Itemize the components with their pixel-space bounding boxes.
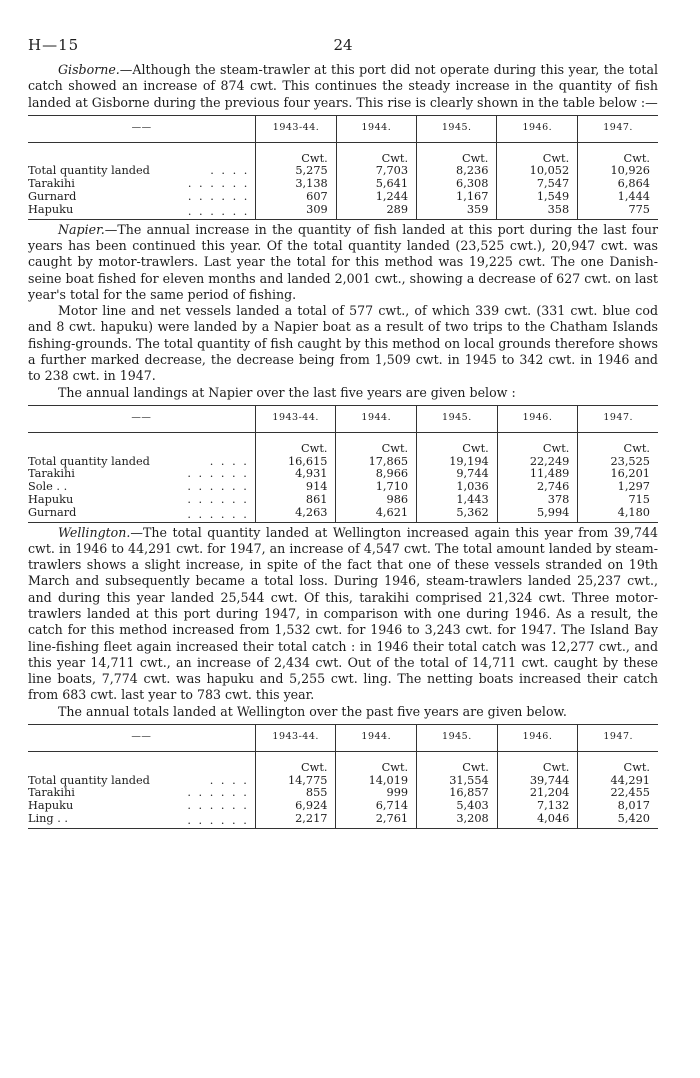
value-cell: 7,547	[497, 178, 578, 191]
row-leader-dots: . . . . . .	[187, 814, 249, 828]
year-header: 1943-44.	[256, 115, 336, 142]
table-row	[28, 481, 658, 494]
napier-heading: Napier.	[58, 221, 105, 237]
row-label: Total quantity landed	[28, 773, 150, 787]
wellington-table	[28, 724, 658, 829]
value-cell: 1,710	[336, 481, 417, 494]
value-cell: 4,263	[255, 507, 336, 522]
wellington-heading: Wellington.	[58, 524, 131, 540]
unit-cell: Cwt.	[256, 142, 336, 165]
wellington-paragraph-2: The annual totals landed at Wellington over the past five years are given below.	[58, 703, 567, 719]
row-leader-dots: . . . .	[209, 454, 249, 468]
unit-row-label	[28, 751, 255, 774]
unit-row	[28, 142, 658, 165]
value-cell: 19,194	[417, 456, 498, 469]
unit-cell: Cwt.	[336, 432, 417, 455]
unit-row-label	[28, 432, 255, 455]
value-cell: 21,204	[497, 787, 578, 800]
unit-cell: Cwt.	[578, 432, 658, 455]
year-header: 1945.	[417, 405, 498, 432]
value-cell: 5,420	[578, 813, 658, 828]
value-cell: 309	[256, 204, 336, 219]
row-label: Total quantity landed	[28, 164, 150, 178]
unit-row	[28, 432, 658, 455]
row-leader-dots: . . . .	[210, 164, 250, 178]
year-header: 1946.	[497, 405, 578, 432]
row-label: Gurnard	[28, 190, 77, 204]
value-cell: 5,362	[417, 507, 498, 522]
year-header: 1944.	[336, 725, 417, 752]
value-cell: 5,275	[256, 165, 336, 178]
value-cell: 14,775	[255, 775, 336, 788]
value-cell: 14,019	[336, 775, 417, 788]
value-cell: 3,138	[256, 178, 336, 191]
row-label: Hapuku	[28, 202, 74, 216]
row-leader-dots: . . . . . .	[187, 177, 250, 191]
value-cell: 4,180	[578, 507, 658, 522]
year-header: 1945.	[417, 725, 498, 752]
page-header	[28, 36, 658, 62]
year-header: 1947.	[578, 405, 658, 432]
value-cell: 607	[256, 191, 336, 204]
row-leader-dots: . . . . . .	[187, 786, 249, 800]
napier-paragraph-2: Motor line and net vessels landed a total of 577 cwt., of which 339 cwt. (331 cwt. blue cod and 8 cwt. hapuku) were landed by a Napier boat as a result of two trips to the Chatham Islands fishing-grounds. The total quantity of fish caught by this method on local grounds therefore shows a further marked decrease, the decrease being from 1,509 cwt. in 1945 to 342 cwt. in 1946 and to 238 cwt. in 1947.	[28, 303, 658, 384]
value-cell: 5,641	[336, 178, 416, 191]
unit-cell: Cwt.	[255, 432, 336, 455]
value-cell: 17,865	[336, 456, 417, 469]
napier-table	[28, 405, 658, 523]
row-leader-dots: . . . . . .	[187, 799, 249, 813]
value-cell: 23,525	[578, 456, 658, 469]
row-leader-dots: . . . . . .	[187, 492, 249, 506]
unit-cell: Cwt.	[336, 142, 416, 165]
value-cell: 6,308	[417, 178, 497, 191]
row-label-cell	[28, 507, 255, 522]
table-row	[28, 494, 658, 507]
year-header: 1945.	[417, 115, 497, 142]
value-cell: 986	[336, 494, 417, 507]
value-cell: 6,924	[255, 800, 336, 813]
unit-cell: Cwt.	[417, 142, 497, 165]
wellington-paragraph-1	[28, 525, 658, 704]
value-cell: 358	[497, 204, 578, 219]
table-row	[28, 507, 658, 522]
unit-cell: Cwt.	[336, 751, 417, 774]
value-cell: 4,046	[497, 813, 578, 828]
unit-cell: Cwt.	[497, 432, 578, 455]
table-row	[28, 191, 658, 204]
year-header: 1946.	[497, 725, 578, 752]
unit-cell: Cwt.	[255, 751, 336, 774]
table-header-blank: ——	[28, 405, 255, 432]
value-cell: 4,931	[255, 468, 336, 481]
value-cell: 9,744	[417, 468, 498, 481]
value-cell: 2,761	[336, 813, 417, 828]
value-cell: 289	[336, 204, 416, 219]
value-cell: 39,744	[497, 775, 578, 788]
value-cell: 1,167	[417, 191, 497, 204]
year-header: 1946.	[497, 115, 578, 142]
unit-cell: Cwt.	[578, 751, 658, 774]
value-cell: 6,714	[336, 800, 417, 813]
row-label: Tarakihi	[28, 177, 75, 191]
row-label: Hapuku	[28, 799, 74, 813]
row-label: Tarakihi	[28, 467, 75, 481]
value-cell: 914	[255, 481, 336, 494]
value-cell: 6,864	[578, 178, 658, 191]
unit-cell: Cwt.	[497, 142, 578, 165]
unit-cell: Cwt.	[578, 142, 658, 165]
napier-text-1: —The annual increase in the quantity of fish landed at this port during the last four years has been continued this year. Of the total quantity landed (23,525 cwt.), 20,947 cwt. was caught by motor-trawlers. Last year the total for this method was 19,225 cwt. The one Danish-seine boat fished for eleven months and landed 2,001 cwt., showing a decrease of 627 cwt. on last year's total for the same period of fishing.	[28, 221, 658, 302]
value-cell: 4,621	[336, 507, 417, 522]
value-cell: 11,489	[497, 468, 578, 481]
value-cell: 16,857	[417, 787, 498, 800]
row-leader-dots: . . . . . .	[187, 204, 250, 218]
value-cell: 1,444	[578, 191, 658, 204]
year-header: 1943-44.	[255, 405, 336, 432]
unit-row-label	[28, 142, 256, 165]
value-cell: 8,236	[417, 165, 497, 178]
value-cell: 16,615	[255, 456, 336, 469]
value-cell: 22,455	[578, 787, 658, 800]
row-label: Ling . .	[28, 812, 68, 826]
napier-paragraph-3: The annual landings at Napier over the last five years are given below :	[58, 384, 516, 400]
wellington-text-1: —The total quantity landed at Wellington increased again this year from 39,744 cwt. in 1946 to 44,291 cwt. for 1947, an increase of 4,547 cwt. The total amount landed by steam-trawlers shows a slight increase, in spite of the fact that one of these vessels stranded on 19th March and subsequently became a total loss. During 1946, steam-trawlers landed 25,237 cwt., and during this year landed 25,544 cwt. Of this, tarakihi comprised 21,324 cwt. Three motor-trawlers landed at this port during 1947, in comparison with one during 1946. As a result, the catch for this method increased from 1,532 cwt. for 1946 to 3,243 cwt. for 1947. The Island Bay line-fishing fleet again increased their total catch : in 1946 their total catch was 12,277 cwt., and this year 14,711 cwt., an increase of 2,434 cwt. Out of the total of 14,711 cwt. caught by these line boats, 7,774 cwt. was hapuku and 5,255 cwt. ling. The netting boats increased their catch from 683 cwt. last year to 783 cwt. this year.	[28, 524, 658, 703]
value-cell: 16,201	[578, 468, 658, 481]
document-page	[28, 36, 658, 831]
row-leader-dots: . . . . . .	[187, 480, 249, 494]
value-cell: 2,746	[497, 481, 578, 494]
row-label: Total quantity landed	[28, 454, 150, 468]
value-cell: 1,297	[578, 481, 658, 494]
value-cell: 3,208	[417, 813, 498, 828]
year-header: 1944.	[336, 115, 416, 142]
report-reference: H—15	[28, 36, 80, 54]
row-leader-dots: . . . . . .	[187, 190, 250, 204]
gisborne-table	[28, 115, 658, 220]
year-header: 1944.	[336, 405, 417, 432]
gisborne-text: —Although the steam-trawler at this port did not operate during this year, the total catch showed an increase of 874 cwt. This continues the steady increase in the quantity of fish landed at Gisborne during the previous four years. This rise is clearly shown in the table below :—	[28, 62, 658, 110]
value-cell: 2,217	[255, 813, 336, 828]
value-cell: 1,549	[497, 191, 578, 204]
value-cell: 1,244	[336, 191, 416, 204]
row-label-cell	[28, 204, 256, 219]
row-label: Gurnard	[28, 505, 77, 519]
table-row	[28, 204, 658, 219]
row-leader-dots: . . . . . .	[187, 507, 249, 521]
value-cell: 5,994	[497, 507, 578, 522]
value-cell: 5,403	[417, 800, 498, 813]
value-cell: 715	[578, 494, 658, 507]
year-header: 1947.	[578, 115, 658, 142]
value-cell: 999	[336, 787, 417, 800]
value-cell: 1,443	[417, 494, 498, 507]
value-cell: 10,052	[497, 165, 578, 178]
value-cell: 7,703	[336, 165, 416, 178]
row-label: Tarakihi	[28, 786, 75, 800]
page-number: 24	[333, 36, 353, 54]
value-cell: 44,291	[578, 775, 658, 788]
value-cell: 10,926	[578, 165, 658, 178]
value-cell: 7,132	[497, 800, 578, 813]
row-leader-dots: . . . .	[209, 773, 249, 787]
unit-cell: Cwt.	[417, 751, 498, 774]
table-header-blank: ——	[28, 115, 256, 142]
value-cell: 359	[417, 204, 497, 219]
value-cell: 378	[497, 494, 578, 507]
row-leader-dots: . . . . . .	[187, 467, 249, 481]
year-header: 1943-44.	[255, 725, 336, 752]
year-header: 1947.	[578, 725, 658, 752]
unit-row	[28, 751, 658, 774]
row-label-cell	[28, 813, 255, 828]
value-cell: 855	[255, 787, 336, 800]
value-cell: 31,554	[417, 775, 498, 788]
value-cell: 775	[578, 204, 658, 219]
value-cell: 861	[255, 494, 336, 507]
value-cell: 8,017	[578, 800, 658, 813]
unit-cell: Cwt.	[497, 751, 578, 774]
unit-cell: Cwt.	[417, 432, 498, 455]
napier-paragraph-1	[28, 222, 658, 303]
gisborne-paragraph	[28, 62, 658, 111]
table-header-blank: ——	[28, 725, 255, 752]
table-row	[28, 813, 658, 828]
value-cell: 22,249	[497, 456, 578, 469]
row-label: Sole . .	[28, 480, 68, 494]
row-label: Hapuku	[28, 492, 74, 506]
gisborne-heading: Gisborne.	[58, 62, 120, 77]
value-cell: 1,036	[417, 481, 498, 494]
value-cell: 8,966	[336, 468, 417, 481]
